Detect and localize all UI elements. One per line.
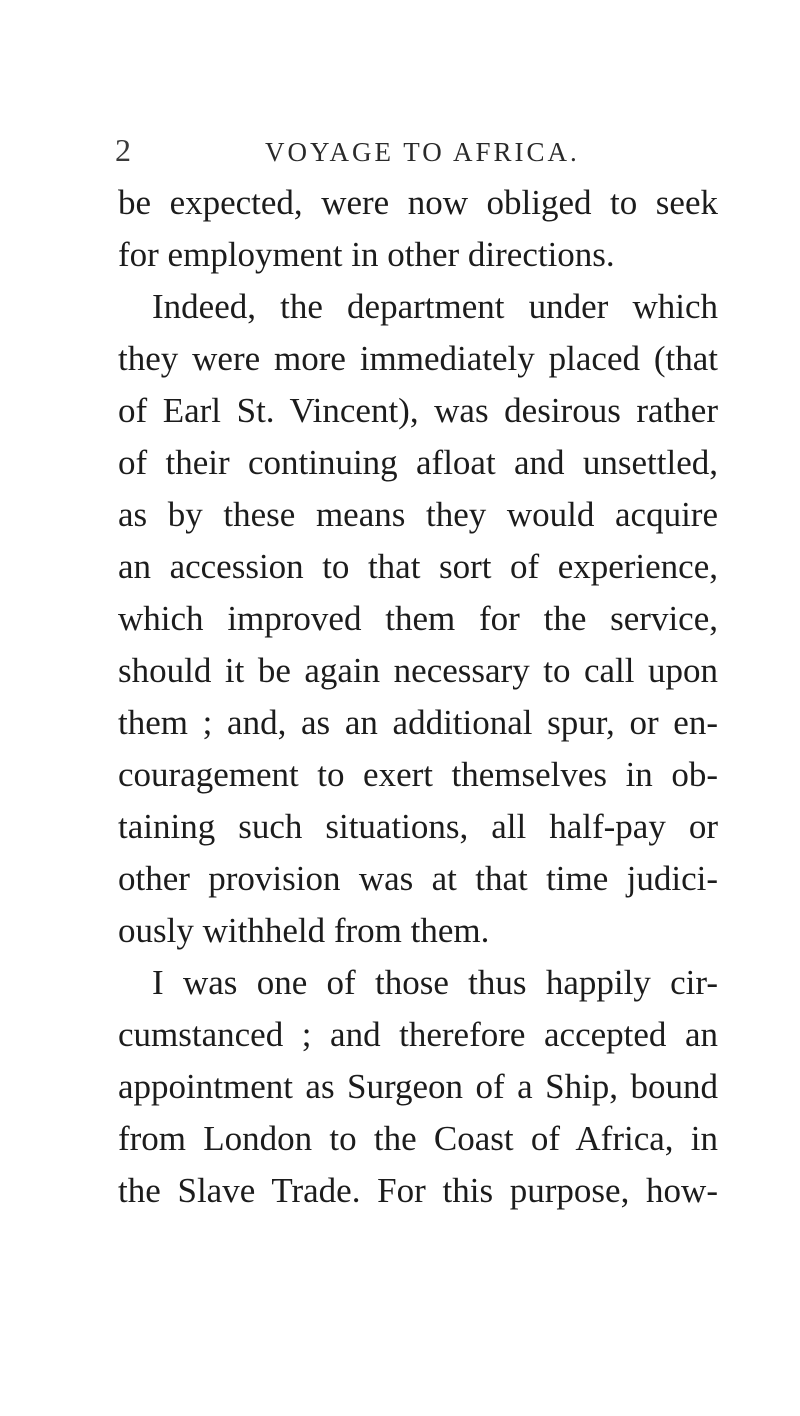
text-line: taining such situations, all half-pay or [118, 807, 718, 846]
text-line: ously withheld from them. [118, 911, 490, 950]
text-line: they were more immediately placed (that [118, 339, 718, 378]
page-number: 2 [115, 132, 131, 168]
text-line: of their continuing afloat and unsettled, [118, 443, 718, 482]
text-line: of Earl St. Vincent), was desirous rather [118, 391, 718, 430]
text-line: an accession to that sort of experience, [118, 547, 718, 586]
text-line: couragement to exert themselves in ob- [118, 755, 718, 794]
text-line: for employment in other directions. [118, 235, 615, 274]
text-line: appointment as Surgeon of a Ship, bound [118, 1067, 718, 1106]
text-line: Indeed, the department under which [152, 287, 718, 326]
text-line: cumstanced ; and therefore accepted an [118, 1015, 718, 1054]
text-line: which improved them for the service, [118, 599, 718, 638]
text-line: be expected, were now obliged to seek [118, 183, 718, 222]
text-line: other provision was at that time judici- [118, 859, 718, 898]
text-line: from London to the Coast of Africa, in [118, 1119, 718, 1158]
page-header [115, 120, 715, 170]
body-text [118, 177, 718, 1217]
text-line: should it be again necessary to call upon [118, 651, 718, 690]
text-line: I was one of those thus happily cir- [152, 963, 718, 1002]
text-line: them ; and, as an additional spur, or en- [118, 703, 718, 742]
text-line: as by these means they would acquire [118, 495, 718, 534]
running-title: VOYAGE TO AFRICA. [265, 137, 580, 167]
text-line: the Slave Trade. For this purpose, how- [118, 1171, 718, 1210]
